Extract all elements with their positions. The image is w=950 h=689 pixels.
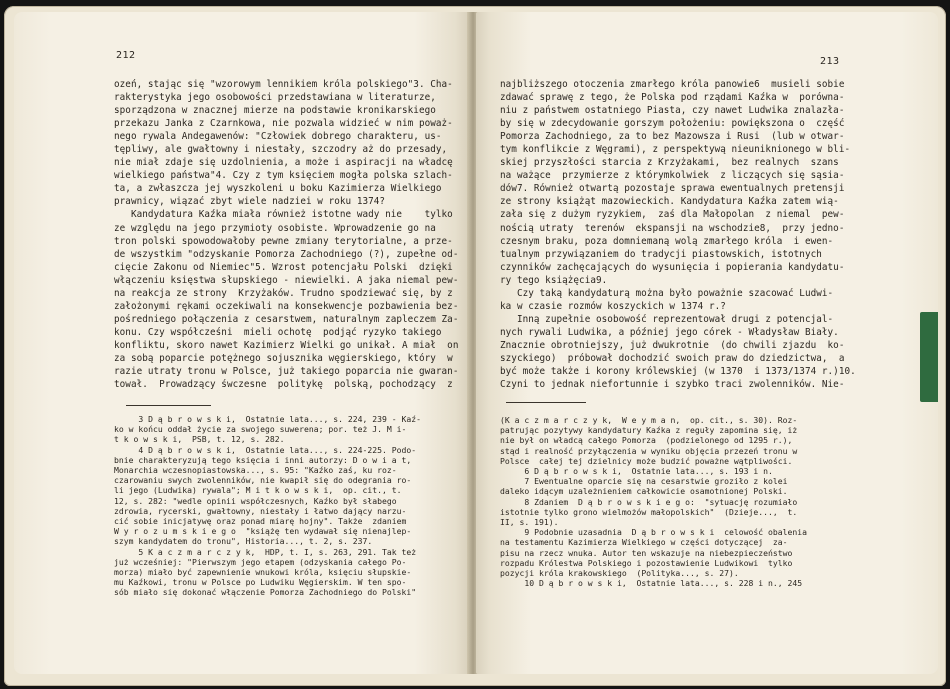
text-line: być może także i korony królewskiej (w 1370 i 1373/1374 r.)10. — [500, 366, 856, 378]
right-page — [476, 12, 938, 674]
text-line: przekazu Janka z Czarnkowa, nie pozwala widzieć w nim poważ- — [114, 118, 453, 130]
footnote-line: Polsce całej tej dzielnicy może budzić poważne wątpliwości. — [500, 455, 793, 466]
text-line: ta, a zwłaszcza jej wyszkoleni u boku Kazimierza Wielkiego — [114, 183, 442, 195]
text-line: tępliwy, ale gwałtowny i niestały, szczodry aż do przesady, — [114, 144, 448, 156]
footnote-line: czarowaniu swych zwolenników, nie kwapił się do odegrania ro- — [114, 475, 412, 486]
text-line: założonymi rękami oczekiwali na konsekwencje pozbawienia bez- — [114, 300, 459, 312]
text-line: Znacznie obrotniejszy, już dwukrotnie (do chwili zjazdu ko- — [500, 339, 845, 351]
text-line: rakterystyka jego osobowości przedstawiana w literaturze, — [114, 92, 436, 104]
text-line: dów7. Również otwartą pozostaje sprawa ewentualnych pretensji — [500, 183, 845, 195]
text-line: Kandydatura Kaźka miała również istotne wady nie tylko — [114, 209, 453, 221]
text-line: niu z państwem ostatniego Piasta, czy nawet Ludwika znalazła- — [500, 105, 845, 117]
text-line: razie utraty tronu w Polsce, już takiego poparcia nie gwaran- — [114, 366, 459, 378]
footnote-line: 9 Podobnie uzasadnia D ą b r o w s k i celowość obalenia — [500, 527, 807, 538]
right-footnotes — [500, 415, 807, 588]
footnote-line: daleko idącym uzależnieniem całkowicie osamotnionej Polski. — [500, 486, 788, 497]
text-line: Czyni to jednak niefortunnie i szybko traci zwolenników. Nie- — [500, 379, 845, 391]
footnote-line: pozycji króla krakowskiego (Polityka..., s. 27). — [500, 568, 739, 579]
page-number-right: 213 — [820, 56, 840, 67]
text-line: tualnym przywiązaniem do tradycji piastowskich, istotnych — [500, 248, 822, 260]
text-line: ka w czasie rozmów koszyckich w 1374 r.? — [500, 300, 726, 312]
text-line: nie miał zdaje się uzdolnienia, a może i aspiracji na władcę — [114, 157, 453, 169]
footnote-line: 5 K a c z m a r c z y k, HDP, t. I, s. 263, 291. Tak też — [114, 546, 417, 557]
footnote-line: morza) miało być zapewnienie wnukowi króla, księciu słupskie- — [114, 567, 412, 578]
footnote-line: 3 D ą b r o w s k i, Ostatnie lata..., s. 224, 239 - Kaź- — [114, 414, 421, 424]
footnote-line: 12, s. 282: "wedle opinii współczesnych, Kaźko był słabego — [114, 495, 397, 506]
footnote-line: rozpadu Królestwa Polskiego i pozostawienie Ludwikowi tylko — [500, 557, 793, 568]
text-line: konu. Czy współcześni mieli ochotę podjąć ryzyko takiego — [114, 326, 442, 338]
footnote-line: nie był on władcą całego Pomorza (podzielonego od 1295 r.), — [500, 435, 793, 446]
text-line: nych rywali Ludwika, a później jego córek - Władysław Biały. — [500, 326, 839, 338]
footnote-line: na testamentu Kazimierza Wielkiego w części dotyczącej za- — [500, 537, 788, 548]
text-line: włączeniu księstwa słupskiego - niewielki. A jaka niemal pew- — [114, 274, 459, 286]
text-line: tron polski spowodowałoby pewne zmiany terytorialne, a prze- — [114, 235, 453, 247]
left-body-text — [114, 78, 458, 391]
footnote-line: zdrowia, rycerski, gwałtowny, niestały i łatwo dający narzu- — [114, 505, 407, 516]
text-line: najbliższego otoczenia zmarłego króla panowie6 musieli sobie — [500, 79, 845, 90]
footnote-line: 4 D ą b r o w s k i, Ostatnie lata..., s. 224-225. Podo- — [114, 444, 417, 455]
footnote-line: bnie charakteryzują tego księcia i inni autorzy: D o w i a t, — [114, 454, 412, 465]
text-line: zała się z dużym ryzykiem, zaś dla Małopolan z niemal pew- — [500, 209, 845, 221]
footnote-line: mu Kaźkowi, tronu w Polsce po Ludwiku Węgierskim. W ten spo- — [114, 577, 407, 588]
text-line: skiej przyszłości starcia z Krzyżakami, bez realnych szans — [500, 157, 839, 169]
footnote-line: 10 D ą b r o w s k i, Ostatnie lata..., s. 228 i n., 245 — [500, 578, 803, 589]
text-line: by się w zdecydowanie gorszym położeniu: powiększona o część — [500, 118, 845, 130]
text-line: wielkiego państwa"4. Czy z tym księciem mogła polska szlach- — [114, 170, 453, 182]
footnote-line: cić sobie inicjatywę oraz ponad miarę hojny". Także zdaniem — [114, 516, 407, 527]
text-line: Inną zupełnie osobowość reprezentował drugi z potencjal- — [500, 313, 834, 325]
text-line: konfliktu, skoro nawet Kazimierz Wielki go unikał. A miał on — [114, 339, 459, 351]
text-line: za sobą poparcie potężnego sojusznika węgierskiego, który w — [114, 352, 453, 364]
text-line: na ważące przymierze z którymkolwiek z liczących się sąsia- — [500, 170, 845, 182]
left-page — [14, 12, 469, 674]
footnote-line: (K a c z m a r c z y k, W e y m a n, op. cit., s. 30). Roz- — [500, 415, 798, 425]
text-line: de wszystkim "odzyskanie Pomorza Zachodniego (?), zupełne od- — [114, 248, 459, 260]
text-line: sporządzona w znacznej mierze na podstawie kronikarskiego — [114, 105, 436, 117]
text-line: szyckiego) próbował dochodzić swoich praw do dziedzictwa, a — [500, 352, 845, 364]
bookmark-ribbon — [920, 312, 938, 402]
footnote-divider — [506, 402, 586, 403]
footnote-divider — [126, 405, 211, 406]
text-line: ze strony książąt mazowieckich. Kandydatura Kaźka zatem wią- — [500, 196, 839, 208]
footnote-line: II, s. 191). — [500, 517, 559, 528]
footnote-line: 6 D ą b r o w s k i, Ostatnie lata..., s. 193 i n. — [500, 466, 773, 477]
text-line: na reakcja ze strony Krzyżaków. Trudno spodziewać się, by z — [114, 287, 453, 299]
footnote-line: t k o w s k i, PSB, t. 12, s. 282. — [114, 434, 285, 445]
open-book — [4, 6, 946, 686]
text-line: Czy taką kandydaturą można było poważnie szacować Ludwi- — [500, 287, 834, 299]
text-line: pośredniego połączenia z cesarstwem, naturalnym zapleczem Za- — [114, 313, 459, 325]
footnote-line: 7 Ewentualne oparcie się na cesarstwie groziło z kolei — [500, 476, 788, 487]
text-line: prawnicy, wiązać zbyt wiele nadziei w roku 1374? — [114, 196, 386, 208]
footnote-line: Monarchia wczesnopiastowska..., s. 95: "Kaźko zaś, ku roz- — [114, 465, 397, 476]
footnote-line: W y r o z u m s k i e g o "książę ten wydawał się nienajlep- — [114, 526, 412, 537]
footnote-line: patrując pozytywy kandydatury Kaźka z reguły zapomina się, iż — [500, 425, 798, 436]
left-footnotes — [114, 414, 421, 598]
text-line: zdawać sprawę z tego, że Polska pod rządami Kaźka w porówna- — [500, 92, 845, 104]
footnote-line: już wcześniej: "Pierwszym jego etapem (odzyskania całego Po- — [114, 556, 407, 567]
footnote-line: pisu na rzecz wnuka. Autor ten wskazuje na niebezpieczeństwo — [500, 547, 793, 558]
text-line: Pomorza Zachodniego, za to bez Mazowsza i Rusi (lub w otwar- — [500, 131, 845, 143]
footnote-line: li jego (Ludwika) rywala"; M i t k o w s k i, op. cit., t. — [114, 485, 402, 496]
text-line: czesnym braku, poza domniemaną wolą zmarłego króla i ewen- — [500, 235, 834, 247]
text-line: cięcie Zakonu od Niemiec"5. Wzrost potencjału Polski dzięki — [114, 261, 453, 273]
footnote-line: 8 Zdaniem D ą b r o w s k i e g o: "sytuację rozumiało — [500, 496, 798, 507]
page-number-left: 212 — [116, 50, 136, 61]
footnote-line: stąd i realność przyłączenia w wyniku objęcia przezeń tronu w — [500, 445, 798, 456]
text-line: nością utraty terenów ekspansji na wschodzie8, przy jedno- — [500, 222, 845, 234]
text-line: ze względu na jego przymioty osobiste. Wprowadzenie go na — [114, 222, 436, 234]
text-line: tował. Prowadzący śwczesne politykę polską, pochodzący z — [114, 379, 453, 391]
text-line: czynników zachęcających do wysunięcia i popierania kandydatu- — [500, 261, 845, 273]
text-line: tym konflikcie z Węgrami), z perspektywą nieuniknionego w bli- — [500, 144, 851, 156]
footnote-line: szym kandydatem do tronu", Historia..., t. 2, s. 237. — [114, 536, 373, 547]
text-line: ozeń, stając się "wzorowym lennikiem króla polskiego"3. Cha- — [114, 79, 453, 90]
right-body-text — [500, 78, 856, 391]
footnote-line: ko w końcu oddał życie za swojego suwerena; por. też J. M i- — [114, 424, 407, 435]
text-line: nego rywala Andegawenów: "Człowiek dobrego charakteru, us- — [114, 131, 442, 143]
footnote-line: istotnie tylko grono wielmożów małopolskich" (Dzieje..., t. — [500, 506, 798, 517]
footnote-line: sób miało się dokonać włączenie Pomorza Zachodniego do Polski" — [114, 587, 417, 598]
text-line: ry tego książęcia9. — [500, 274, 608, 286]
